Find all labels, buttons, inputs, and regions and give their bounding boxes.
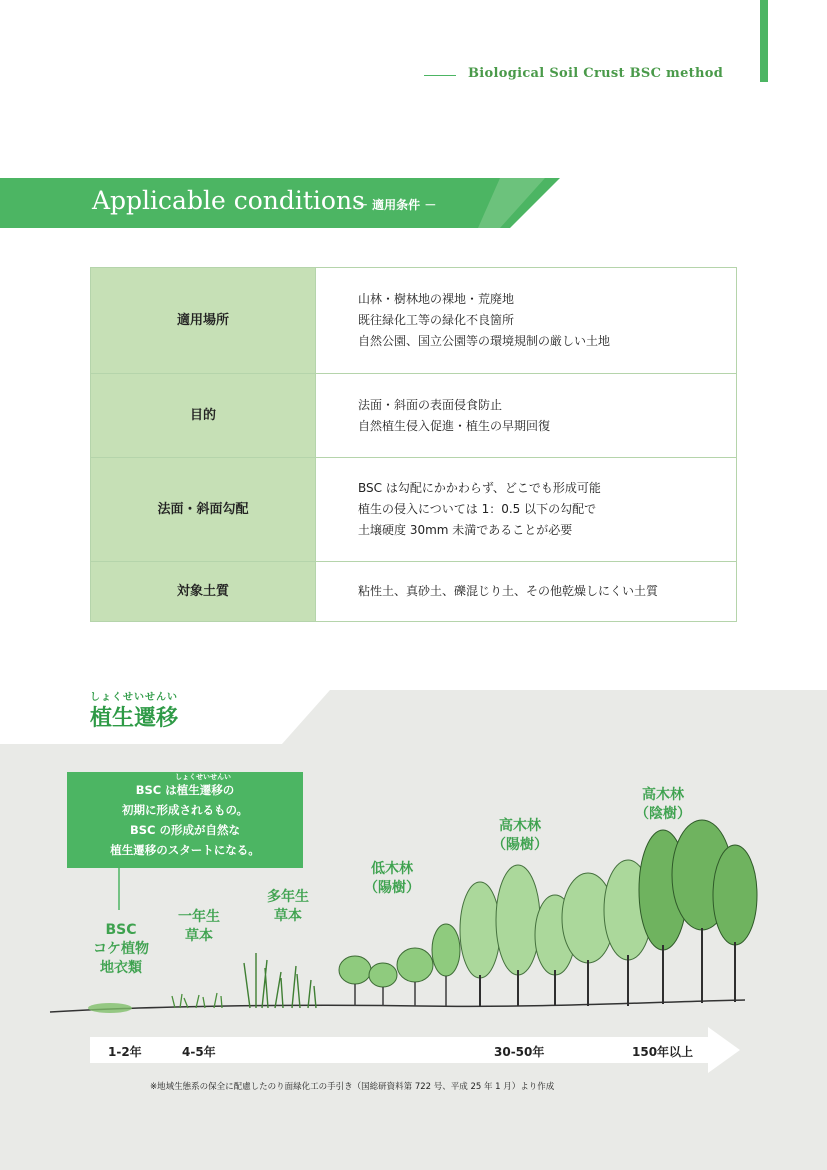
table-row	[91, 458, 737, 562]
stage-label-shade-forest: 高木林 （陰樹）	[635, 787, 691, 822]
stage-label-bsc: BSC コケ植物 地衣類	[93, 922, 149, 976]
row-label: 法面・斜面勾配	[91, 458, 316, 562]
note-line: 初期に形成されるもの。	[121, 803, 249, 817]
note-ruby: しょくせいせんい	[175, 773, 231, 781]
row-value	[316, 562, 737, 622]
row-label: 適用場所	[91, 268, 316, 374]
header-title: Biological Soil Crust BSC method	[468, 66, 724, 81]
note-line: BSC は植生遷移の	[135, 783, 235, 797]
timeline-year: 30-50年	[494, 1045, 545, 1059]
row-value	[316, 458, 737, 562]
header-rule	[424, 75, 456, 76]
stage-label-shrub: 低木林 （陽樹）	[364, 861, 420, 896]
value-line: 自然公園、国立公園等の環境規制の厳しい土地	[358, 334, 611, 348]
stage-label-annual: 一年生 草本	[178, 909, 220, 944]
footnote: ※地域生態系の保全に配慮したのり面緑化工の手引き（国総研資料第 722 号、平成 25 年 1 月）より作成	[150, 1082, 555, 1092]
row-label: 目的	[91, 374, 316, 458]
stage-label-perennial: 多年生 草本	[267, 889, 309, 924]
section-title: Applicable conditions	[92, 186, 365, 215]
value-line: 既往緑化工等の緑化不良箇所	[358, 313, 515, 327]
timeline-year: 4-5年	[182, 1045, 216, 1059]
stage-label-sun-forest: 高木林 （陽樹）	[492, 818, 548, 853]
section-subtitle: － 適用条件 －	[356, 198, 437, 212]
row-value	[316, 268, 737, 374]
succession-title: 植生遷移	[90, 706, 179, 731]
succession-title-ruby: しょくせいせんい	[90, 692, 178, 703]
value-line: 植生の侵入については 1：0.5 以下の勾配で	[358, 502, 597, 516]
timeline-year: 1-2年	[108, 1045, 142, 1059]
value-line: 土壌硬度 30mm 未満であることが必要	[358, 523, 573, 537]
table-row	[91, 562, 737, 622]
conditions-table	[90, 267, 737, 622]
top-accent-bar	[760, 0, 768, 82]
note-line: BSC の形成が自然な	[130, 823, 240, 837]
table-row	[91, 374, 737, 458]
note-line: 植生遷移のスタートになる。	[110, 843, 260, 857]
note-box	[67, 772, 303, 868]
timeline-year: 150年以上	[632, 1045, 694, 1059]
value-line: 粘性土、真砂土、礫混じり土、その他乾燥しにくい土質	[358, 584, 659, 598]
row-label: 対象土質	[91, 562, 316, 622]
value-line: 法面・斜面の表面侵食防止	[358, 397, 503, 412]
row-value	[316, 374, 737, 458]
table-row	[91, 268, 737, 374]
value-line: 山林・樹林地の裸地・荒廃地	[358, 292, 515, 306]
value-line: BSC は勾配にかかわらず、どこでも形成可能	[358, 481, 601, 495]
value-line: 自然植生侵入促進・植生の早期回復	[358, 418, 551, 433]
